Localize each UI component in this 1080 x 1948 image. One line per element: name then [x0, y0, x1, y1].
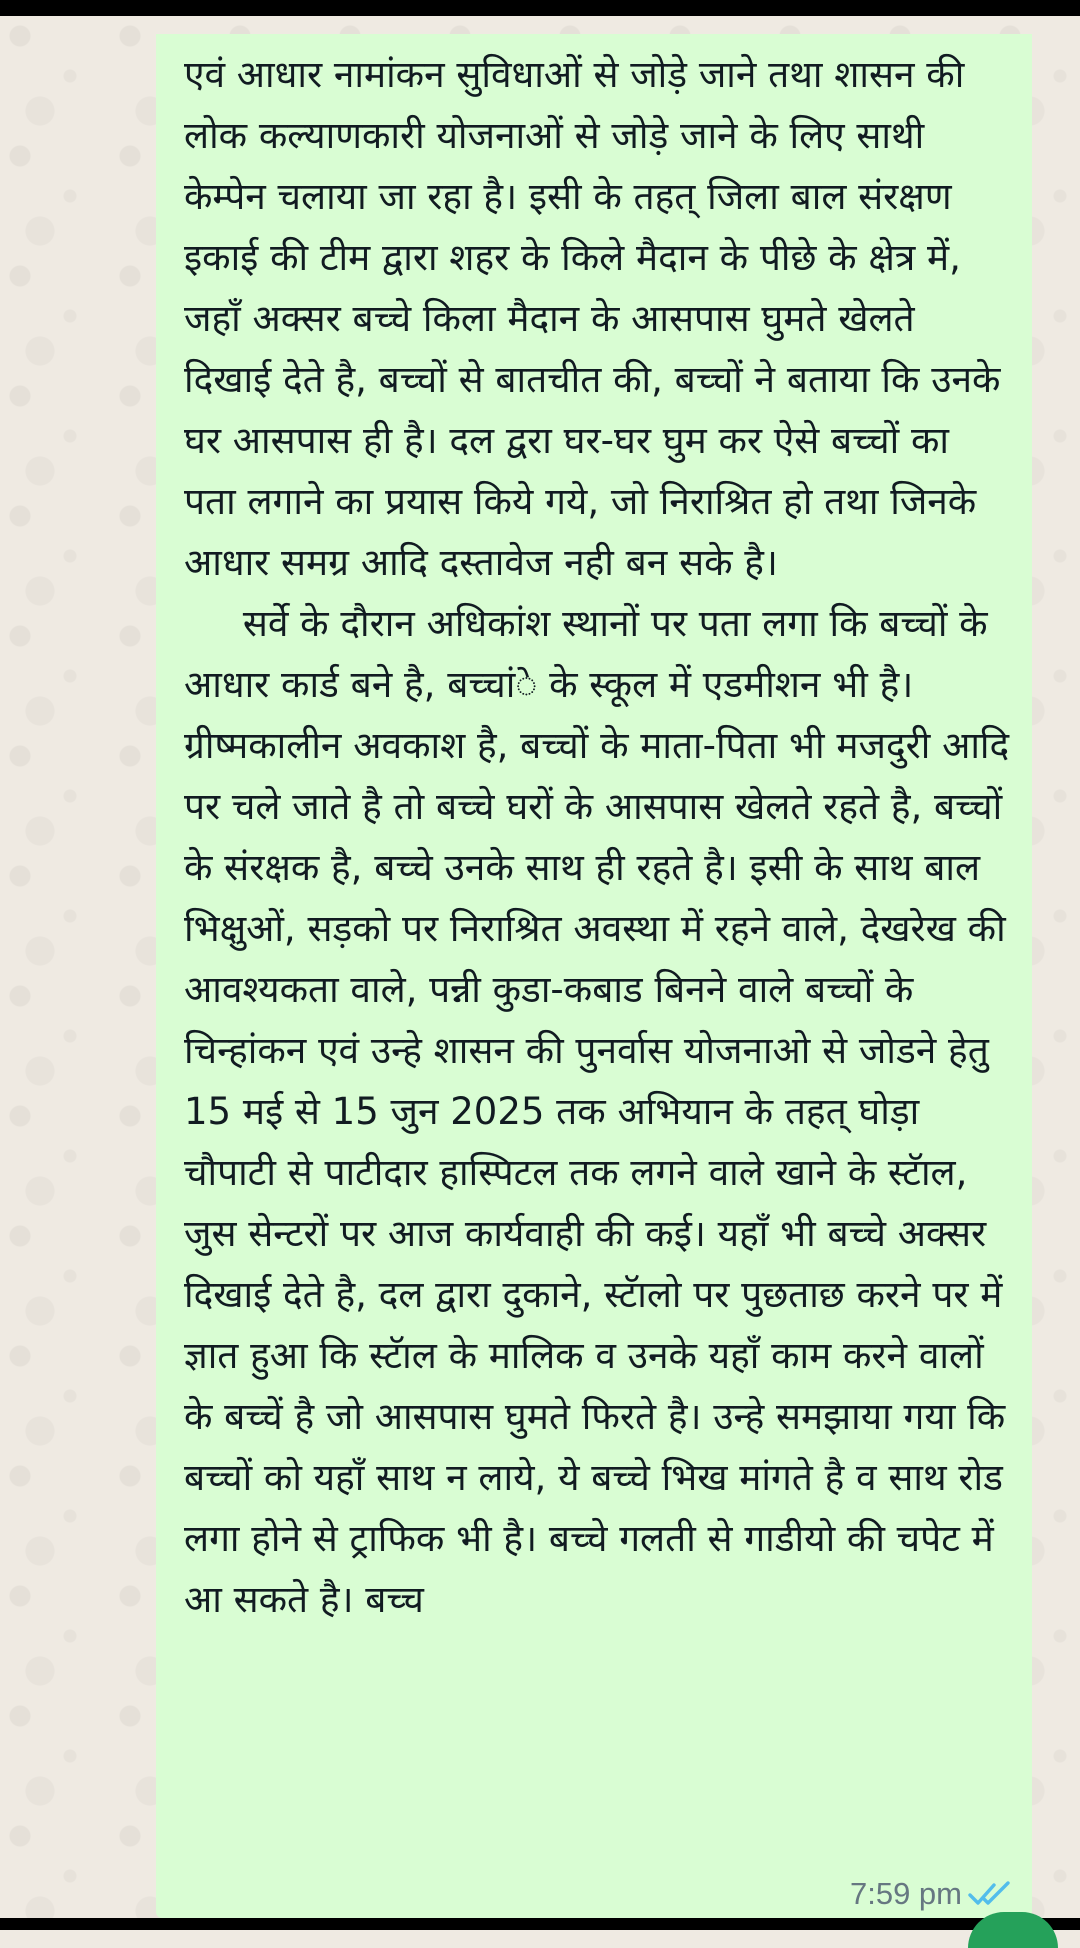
message-text: एवं आधार नामांकन सुविधाओं से जोड़े जाने तथा शासन की लोक कल्याणकारी योजनाओं से जोड़े जाने के लिए साथी केम्पेन चलाया जा रहा है। इसी के तहत् जिला बाल संरक्षण इकाई की टीम द्वारा शहर के किले मैदान के पीछे के क्षेत्र में, जहाँ अक्सर बच्चे किला मैदान के आसपास घुमते खेलते दिखाई देते है, बच्चों से बातचीत की, बच्चों ने बताया कि उनके घर आसपास ही है। दल द्वरा घर-घर घुम कर ऐसे बच्चों का पता लगाने का प्रयास किये गये, जो निराश्रित हो तथा जिनके आधार समग्र आदि दस्तावेज नही बन सके है। सर्वे के दौरान अधिकांश स्थानों पर पता लगा कि बच्चों के आधार कार्ड बने है, बच्चांे के स्कूल में एडमीशन भी है। ग्रीष्मकालीन अवकाश है, बच्चों के माता-पिता भी मजदुरी आदि पर चले जाते है तो बच्चे घरों के आसपास खेलते रहते है, बच्चों के संरक्षक है, बच्चे उनके साथ ही रहते है। इसी के साथ बाल भिक्षुओं, सड़को पर निराश्रित अवस्था में रहने वाले, देखरेख की आवश्यकता वाले, पन्नी कुडा-कबाड बिनने वाले बच्चों के चिन्हांकन एवं उन्हे शासन की पुनर्वास योजनाओ से जोडने हेतु 15 मई से 15 जुन 2025 तक अभियान के तहत् घोड़ा चौपाटी से पाटीदार हास्पिटल तक लगने वाले खाने के स्टॅाल, जुस सेन्टरों पर आज कार्यवाही की कई। यहाँ भी बच्चे अक्सर दिखाई देते है, दल द्वारा दुकाने, स्टॅालो पर पुछताछ करने पर में ज्ञात हुआ कि स्टॅाल के मालिक व उनके यहाँ काम करने वालों के बच्चें है जो आसपास घुमते फिरते है। उन्हे समझाया गया कि बच्चों को यहाँ साथ न लाये, ये बच्चे भिख मांगते है व साथ रोड लगा होने से ट्राफिक भी है। बच्चे गलती से गाडीयो की चपेट में आ सकते है। बच्च — [184, 53, 1010, 1621]
outgoing-message-bubble[interactable] — [156, 34, 1032, 1918]
status-bar — [0, 0, 1080, 16]
double-check-read-icon — [968, 1880, 1014, 1908]
chat-area[interactable] — [0, 16, 1080, 1918]
message-meta — [850, 1876, 1014, 1912]
message-timestamp: 7:59 pm — [849, 1876, 962, 1911]
floating-action-button[interactable] — [968, 1912, 1058, 1948]
navigation-bar — [0, 1918, 1080, 1930]
